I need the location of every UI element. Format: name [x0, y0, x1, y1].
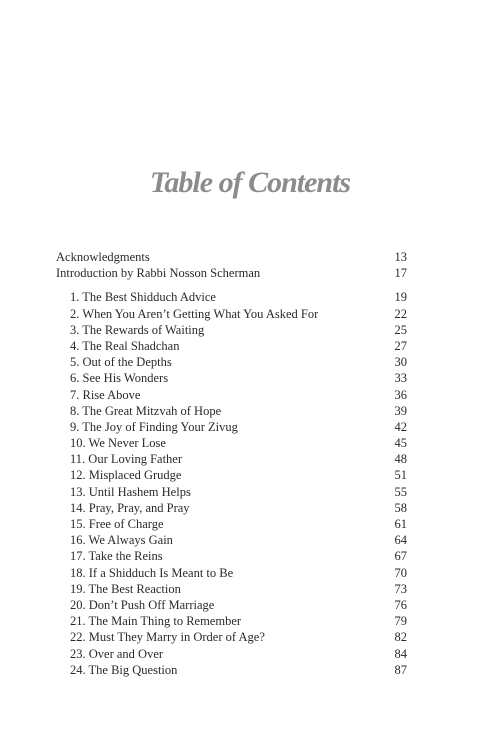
toc-entry-title: 15. Free of Charge	[70, 517, 164, 531]
toc-entry-title: 19. The Best Reaction	[70, 581, 181, 596]
toc-chapter-entry[interactable]	[56, 516, 407, 532]
toc-chapter-entry[interactable]	[56, 354, 407, 370]
toc-entry-title: 20. Don’t Push Off Marriage	[70, 597, 215, 612]
toc-page-number: 76	[394, 597, 407, 612]
toc-chapter-entry[interactable]	[56, 322, 407, 338]
toc-page-number: 55	[394, 484, 407, 499]
toc-entry-title: 1. The Best Shidduch Advice	[70, 290, 216, 305]
toc-chapter-entry[interactable]	[56, 613, 407, 629]
toc-page-number: 67	[394, 549, 407, 564]
toc-chapter-entry[interactable]	[56, 532, 407, 548]
toc-page-number: 61	[394, 517, 407, 531]
toc-entry-title: 9. The Joy of Finding Your Zivug	[70, 419, 238, 434]
toc-chapter-entry[interactable]	[56, 662, 407, 678]
toc-chapter-entry[interactable]	[56, 467, 407, 483]
toc-entry-title: 8. The Great Mitzvah of Hope	[70, 403, 222, 418]
toc-page-number: 25	[394, 322, 407, 337]
toc-page-number: 79	[394, 614, 407, 629]
toc-entry-title: 14. Pray, Pray, and Pray	[70, 500, 190, 515]
toc-page-number: 22	[394, 306, 407, 321]
toc-entry-title: 11. Our Loving Father	[70, 452, 183, 467]
toc-entry-title: 16. We Always Gain	[70, 533, 173, 548]
toc-page-number: 45	[394, 436, 407, 451]
toc-chapter-entry[interactable]	[56, 484, 407, 500]
front-matter-list	[56, 249, 407, 281]
toc-page-number: 82	[394, 630, 407, 645]
toc-chapter-entry[interactable]	[56, 548, 407, 564]
toc-chapter-entry[interactable]	[56, 597, 407, 613]
toc-entry-title: 10. We Never Lose	[70, 436, 166, 451]
toc-entry-title: 21. The Main Thing to Remember	[70, 614, 242, 629]
toc-entry-title: 6. See His Wonders	[70, 371, 169, 386]
toc-chapter-entry[interactable]	[56, 451, 407, 467]
table-of-contents	[56, 249, 407, 678]
toc-page-number: 84	[394, 646, 407, 661]
toc-entry-title: 2. When You Aren’t Getting What You Asked For	[70, 306, 319, 321]
toc-entry-title: 7. Rise Above	[70, 387, 141, 402]
toc-entry-title: 23. Over and Over	[70, 646, 164, 661]
toc-page-number: 73	[394, 581, 407, 596]
toc-entry-title: 22. Must They Marry in Order of Age?	[70, 630, 265, 645]
toc-page-number: 39	[394, 403, 407, 418]
page-title: Table of Contents	[149, 166, 351, 199]
toc-entry-title: Acknowledgments	[56, 250, 150, 264]
toc-page-number: 27	[394, 338, 407, 353]
toc-page-number: 33	[394, 371, 407, 386]
toc-entry-title: 24. The Big Question	[70, 662, 178, 677]
toc-front-matter-entry[interactable]	[56, 249, 407, 265]
toc-chapter-entry[interactable]	[56, 419, 407, 435]
toc-chapter-entry[interactable]	[56, 565, 407, 581]
toc-chapter-entry[interactable]	[56, 646, 407, 662]
toc-page-number: 19	[394, 290, 407, 305]
toc-page-number: 48	[394, 452, 407, 467]
toc-page-number: 36	[394, 387, 407, 402]
toc-page-number: 42	[394, 419, 407, 434]
toc-page-number: 64	[394, 533, 407, 548]
toc-page-number: 17	[394, 266, 407, 281]
toc-chapter-entry[interactable]	[56, 435, 407, 451]
toc-chapter-entry[interactable]	[56, 403, 407, 419]
toc-page-number: 70	[394, 565, 407, 580]
toc-entry-title: 17. Take the Reins	[70, 549, 163, 564]
toc-chapter-entry[interactable]	[56, 581, 407, 597]
toc-chapter-entry[interactable]	[56, 306, 407, 322]
toc-page-number: 51	[394, 468, 407, 483]
toc-page-number: 13	[394, 250, 407, 264]
toc-front-matter-entry[interactable]	[56, 265, 407, 281]
toc-entry-title: Introduction by Rabbi Nosson Scherman	[56, 266, 261, 281]
toc-entry-title: 5. Out of the Depths	[70, 355, 172, 370]
toc-chapter-entry[interactable]	[56, 370, 407, 386]
toc-entry-title: 13. Until Hashem Helps	[70, 484, 191, 499]
toc-chapter-entry[interactable]	[56, 338, 407, 354]
chapter-list	[56, 289, 407, 678]
toc-chapter-entry[interactable]	[56, 289, 407, 305]
toc-page-number: 87	[394, 662, 407, 677]
toc-entry-title: 3. The Rewards of Waiting	[70, 322, 205, 337]
toc-entry-title: 18. If a Shidduch Is Meant to Be	[70, 565, 234, 580]
toc-entry-title: 4. The Real Shadchan	[70, 338, 180, 353]
toc-entry-title: 12. Misplaced Grudge	[70, 468, 182, 483]
toc-chapter-entry[interactable]	[56, 387, 407, 403]
toc-chapter-entry[interactable]	[56, 500, 407, 516]
toc-chapter-entry[interactable]	[56, 629, 407, 645]
toc-page-number: 30	[394, 355, 407, 370]
toc-page-number: 58	[394, 500, 407, 515]
